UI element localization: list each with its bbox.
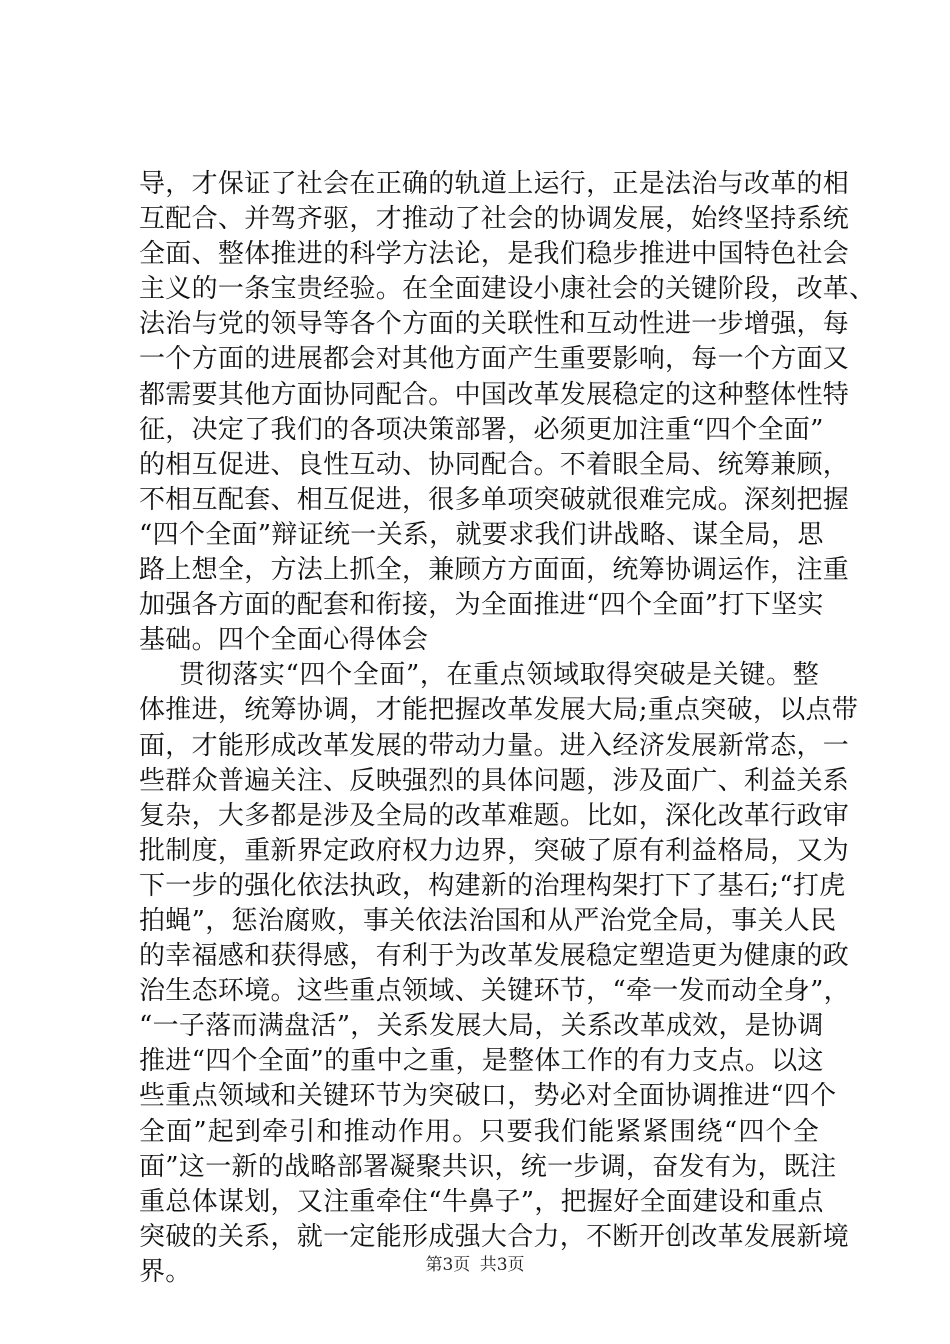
text-line: “一子落而满盘活”，关系发展大局，关系改革成效，是协调 — [139, 1011, 824, 1042]
text-line: 主义的一条宝贵经验。在全面建设小康社会的关键阶段，改革、 — [139, 274, 876, 305]
text-line: 的相互促进、良性互动、协同配合。不着眼全局、统筹兼顾， — [139, 449, 850, 480]
text-line: 面”这一新的战略部署凝聚共识，统一步调，奋发有为，既注 — [139, 1151, 837, 1182]
text-line: 的幸福感和获得感，有利于为改革发展稳定塑造更为健康的政 — [139, 941, 850, 972]
page-footer — [0, 1255, 950, 1275]
text-line: 拍蝇”，惩治腐败，事关依法治国和从严治党全局，事关人民 — [139, 905, 837, 936]
page-total: 共3页 — [479, 1255, 525, 1275]
text-line: 路上想全，方法上抓全，兼顾方方面面，统筹协调运作，注重 — [139, 555, 850, 586]
text-line: 基础。四个全面心得体会 — [139, 625, 429, 656]
document-body — [139, 167, 876, 1290]
text-line: 全面”起到牵引和推动作用。只要我们能紧紧围绕“四个全 — [139, 1116, 819, 1147]
text-line: 重总体谋划，又注重牵住“牛鼻子”，把握好全面建设和重点 — [139, 1186, 824, 1217]
text-line: 法治与党的领导等各个方面的关联性和互动性进一步增强，每 — [139, 309, 850, 340]
text-line: 些重点领域和关键环节为突破口，势必对全面协调推进“四个 — [139, 1081, 837, 1112]
text-line: 互配合、并驾齐驱，才推动了社会的协调发展，始终坚持系统 — [139, 204, 850, 235]
text-line: “四个全面”辩证统一关系，就要求我们讲战略、谋全局，思 — [139, 519, 824, 550]
paragraph — [139, 167, 876, 658]
text-line: 全面、整体推进的科学方法论，是我们稳步推进中国特色社会 — [139, 239, 850, 270]
text-line: 推进“四个全面”的重中之重，是整体工作的有力支点。以这 — [139, 1046, 824, 1077]
text-line: 下一步的强化依法执政，构建新的治理构架打下了基石;“打虎 — [139, 870, 846, 901]
text-line: 批制度，重新界定政府权力边界，突破了原有利益格局，又为 — [139, 835, 850, 866]
paragraph — [139, 658, 859, 1290]
text-line: 导，才保证了社会在正确的轨道上运行，正是法治与改革的相 — [139, 169, 850, 199]
page-number: 第3页 — [425, 1255, 471, 1275]
text-line: 贯彻落实“四个全面”，在重点领域取得突破是关键。整 — [179, 660, 819, 691]
text-line: 征，决定了我们的各项决策部署，必须更加注重“四个全面” — [139, 414, 824, 445]
text-line: 面，才能形成改革发展的带动力量。进入经济发展新常态，一 — [139, 730, 850, 761]
text-line: 界。 — [139, 1256, 192, 1287]
text-line: 不相互配套、相互促进，很多单项突破就很难完成。深刻把握 — [139, 484, 850, 515]
text-line: 治生态环境。这些重点领域、关键环节，“牵一发而动全身”， — [139, 976, 850, 1007]
text-line: 些群众普遍关注、反映强烈的具体问题，涉及面广、利益关系 — [139, 765, 850, 796]
text-line: 突破的关系，就一定能形成强大合力，不断开创改革发展新境 — [139, 1221, 850, 1252]
text-line: 都需要其他方面协同配合。中国改革发展稳定的这种整体性特 — [139, 379, 850, 410]
text-line: 一个方面的进展都会对其他方面产生重要影响，每一个方面又 — [139, 344, 850, 375]
text-line: 复杂，大多都是涉及全局的改革难题。比如，深化改革行政审 — [139, 800, 850, 831]
text-line: 加强各方面的配套和衔接，为全面推进“四个全面”打下坚实 — [139, 590, 824, 621]
text-line: 体推进，统筹协调，才能把握改革发展大局;重点突破，以点带 — [139, 695, 859, 726]
